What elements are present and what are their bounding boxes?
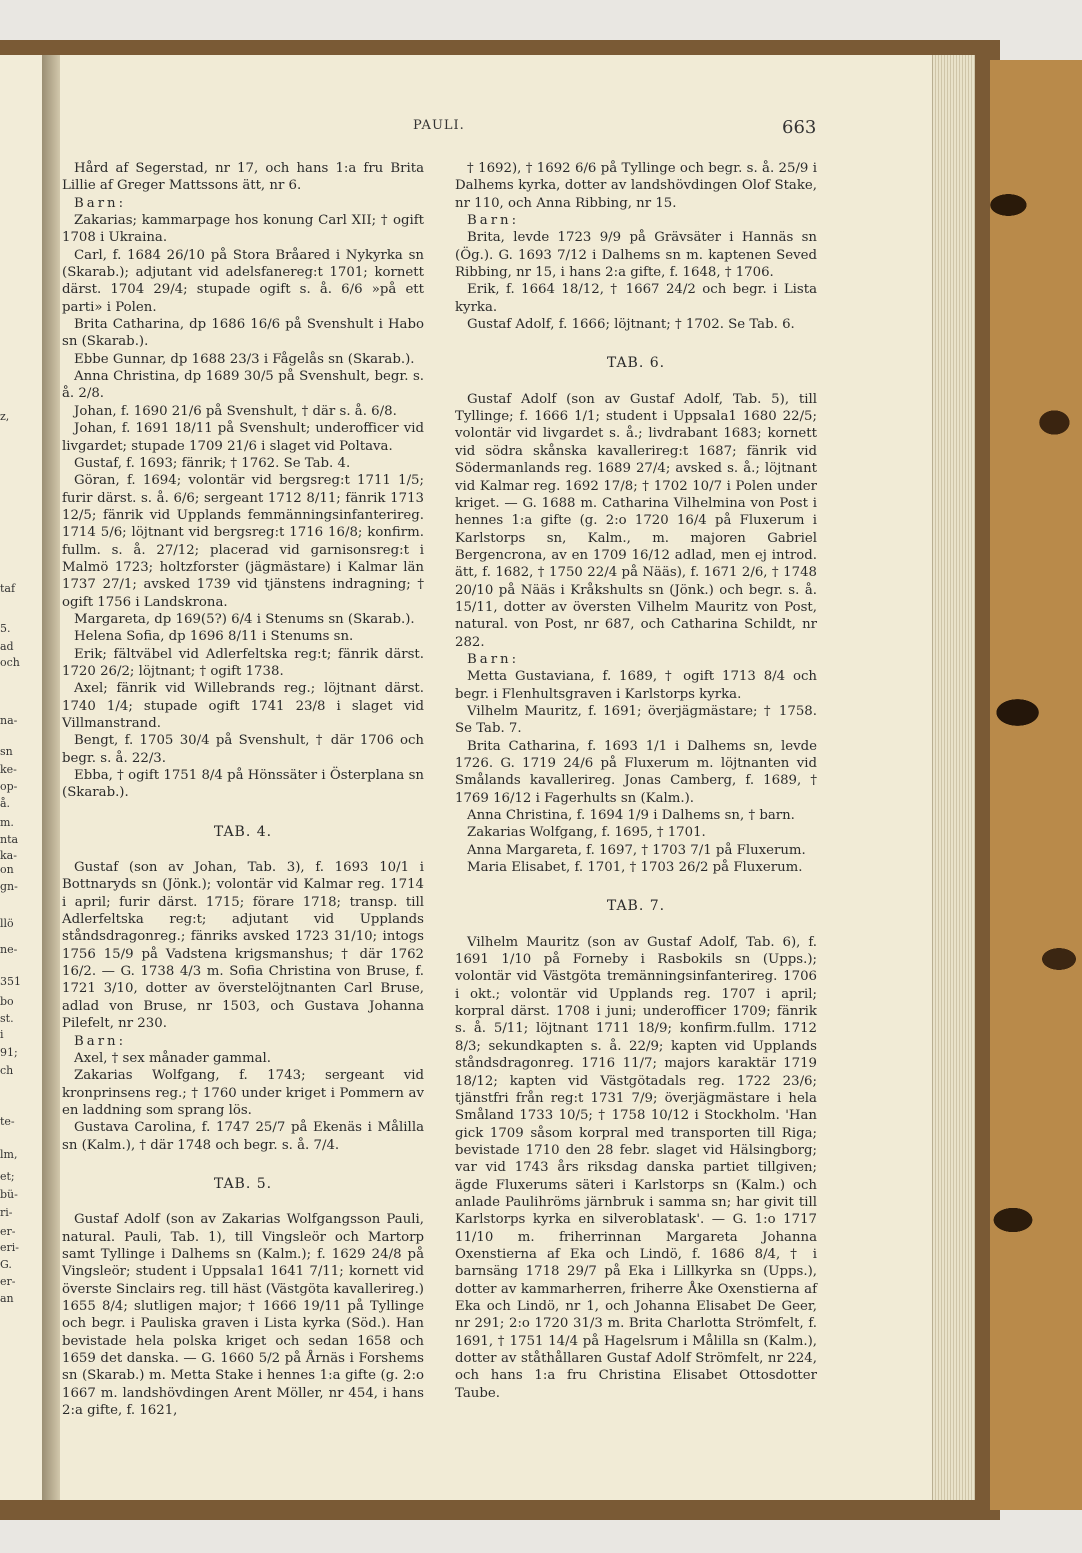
entry-paragraph: Metta Gustaviana, f. 1689, † ogift 1713 8/4 och begr. i Flenhultsgraven i Karlstorps kyrka. (455, 669, 817, 702)
margin-fragment: 351 (0, 975, 21, 988)
table-heading: TAB. 4. (213, 823, 273, 840)
entry-paragraph: Anna Christina, dp 1689 30/5 på Svenshult, begr. s. å. 2/8. (62, 369, 424, 402)
entry-paragraph: Vilhelm Mauritz, f. 1691; överjägmästare; † 1758. Se Tab. 7. (455, 703, 817, 737)
entry-paragraph: Brita Catharina, f. 1693 1/1 i Dalhems sn, levde 1726. G. 1719 24/6 på Fluxerum m. löjtnanten vid Smålands kavallerireg. Jonas Camberg, f. 1689, † 1769 16/12 i Fagerhults sn (Kalm.). (455, 738, 817, 806)
entry-paragraph: Anna Christina, f. 1694 1/9 i Dalhems sn, † barn. (467, 808, 795, 824)
entry-paragraph: Gustaf Adolf (son av Zakarias Wolfgangsson Pauli, natural. Pauli, Tab. 1), till Vingsleör och Martorp samt Tyllinge i Dalhems sn (Kalm.); f. 1629 24/8 på Vingsleör; student i Uppsala1 1641 7/11; kornett vid överste Sinclairs reg. till häst (Västgöta kavallerireg.) 1655 8/4; slutligen major; † 1666 19/11 på Tyllinge och begr. i Pauliska graven i Lista kyrka (Söd.). Han bevistade hela polska kriget och sedan 1658 och 1659 det danska. — G. 1660 5/2 på Årnäs i Forshems sn (Skarab.) m. Metta Stake i hennes 1:a gifte (g. 2:o 1667 m. landshövdingen Arent Möller, nr 454, i hans 2:a gifte, f. 1621, (62, 1212, 424, 1419)
margin-fragment: et; (0, 1170, 15, 1183)
running-head: PAULI. (413, 118, 465, 133)
margin-fragment: 91; (0, 1046, 18, 1059)
margin-fragment: er- (0, 1225, 16, 1238)
margin-fragment: bü- (0, 1188, 18, 1201)
margin-fragment: eri- (0, 1241, 20, 1254)
entry-paragraph: Gustaf Adolf, f. 1666; löjtnant; † 1702. Se Tab. 6. (467, 317, 795, 333)
margin-fragment: an (0, 1292, 14, 1305)
entry-paragraph: Zakarias Wolfgang, f. 1743; sergeant vid kronprinsens reg.; † 1760 under kriget i Pommern av en laddning som sprang lös. (62, 1068, 424, 1118)
page-number: 663 (782, 117, 817, 138)
entry-paragraph: Gustaf (son av Johan, Tab. 3), f. 1693 10/1 i Bottnaryds sn (Jönk.); volontär vid Kalmar reg. 1714 i april; furir därst. 1715; förare 1718; transp. till Adlerfeltska reg:t; adjutant vid Upplands ståndsdragonreg.; fänriks avsked 1723 31/10; intogs 1756 15/9 på Vadstena krigsmanshus; † där 1762 16/2. — G. 1738 4/3 m. Sofia Christina von Bruse, f. 1721 3/10, dotter av överstelöjtnanten Carl Bruse, adlad von Bruse, nr 1503, och Gustava Johanna Pilefelt, nr 230. (62, 860, 424, 1032)
margin-fragment: ne- (0, 943, 18, 956)
entry-paragraph: Carl, f. 1684 26/10 på Stora Bråared i Nykyrka sn (Skarab.); adjutant vid adelsfanereg:t 1701; kornett därst. 1704 29/4; stupade ogift s. å. 6/6 »på ett parti» i Polen. (62, 247, 424, 315)
left-page-fragment (0, 55, 43, 1500)
margin-fragment: ka- (0, 849, 17, 862)
marbled-cover-edge (990, 60, 1082, 1510)
entry-paragraph: Margareta, dp 169(5?) 6/4 i Stenums sn (Skarab.). (74, 611, 415, 627)
entry-paragraph: Bengt, f. 1705 30/4 på Svenshult, † där 1706 och begr. s. å. 22/3. (62, 733, 424, 766)
margin-fragment: st. (0, 1012, 14, 1025)
entry-paragraph: Axel, † sex månader gammal. (74, 1050, 272, 1066)
entry-paragraph: Zakarias Wolfgang, f. 1695, † 1701. (467, 825, 706, 841)
margin-fragment: gn- (0, 880, 18, 893)
page-edges (932, 55, 975, 1500)
entry-paragraph: Vilhelm Mauritz (son av Gustaf Adolf, Tab. 6), f. 1691 1/10 på Forneby i Rasbokils sn (Upps.); volontär vid Västgöta tremänningsinfanterireg. 1706 i okt.; volontär vid Upplands reg. 1707 i april; korpral därst. 1708 i juni; underofficer 1709; fänrik s. å. 5/11; löjtnant 1711 18/9; konfirm.fullm. 1712 8/3; sekundkapten s. å. 22/9; kapten vid Upplands ståndsdragonreg. 1716 11/7; majors karaktär 1719 18/12; kapten vid Västgötadals reg. 1722 23/6; tjänstfri från reg:t 1731 7/9; överjägmästare i hela Småland 1733 10/5; † 1758 10/12 i Stockholm. 'Han gick 1709 såsom korpral med transporten till Riga; bevistade 1710 den 28 febr. slaget vid Hälsingborg; var vid 1743 års riksdag danska partiet tillgiven; ägde Fluxerums säteri i Karlstorps sn (Kalm.) och anlade Paulihröms järnbruk i samma sn; har givit till Karlstorps kyrka en silveroblatask'. — G. 1:o 1717 11/10 m. friherrinnan Margareta Johanna Oxenstierna af Eka och Lindö, f. 1686 8/4, † i barnsäng 1718 29/7 på Eka i Lillkyrka sn (Upps.), dotter av kammarherren, friherre Åke Oxenstierna af Eka och Lindö, nr 1, och Johanna Elisabet De Geer, nr 291; 2:o 1720 31/3 m. Brita Charlotta Strömfelt, f. 1691, † 1751 14/4 på Hagelsrum i Målilla sn (Kalm.), dotter av ståthållaren Gustaf Adolf Strömfelt, nr 224, och hans 1:a fru Christina Elisabet Ottosdotter Taube. (455, 934, 817, 1401)
entry-paragraph: Anna Margareta, f. 1697, † 1703 7/1 på Fluxerum. (467, 842, 806, 858)
entry-paragraph: Axel; fänrik vid Willebrands reg.; löjtnant därst. 1740 1/4; stupade ogift 1741 23/8 i slaget vid Villmanstrand. (62, 681, 424, 731)
table-heading: TAB. 7. (606, 898, 666, 915)
margin-fragment: å. (0, 797, 11, 810)
margin-fragment: on (0, 863, 14, 876)
entry-paragraph: Zakarias; kammarpage hos konung Carl XII; † ogift 1708 i Ukraina. (62, 213, 424, 246)
entry-paragraph: Gustaf, f. 1693; fänrik; † 1762. Se Tab. 4. (74, 455, 351, 471)
margin-fragment: ke- (0, 763, 17, 776)
right-column (455, 160, 817, 1402)
entry-paragraph: Hård af Segerstad, nr 17, och hans 1:a fru Brita Lillie af Greger Mattssons ätt, nr 6. (62, 161, 424, 194)
entry-paragraph: † 1692), † 1692 6/6 på Tyllinge och begr. s. å. 25/9 i Dalhems kyrka, dotter av landshövdingen Olof Stake, nr 110, och Anna Ribbing, nr 15. (455, 161, 817, 211)
margin-fragment: na- (0, 714, 18, 727)
children-heading: Barn: (74, 1033, 127, 1049)
entry-paragraph: Ebba, † ogift 1751 8/4 på Hönssäter i Österplana sn (Skarab.). (62, 768, 424, 801)
entry-paragraph: Gustava Carolina, f. 1747 25/7 på Ekenäs i Målilla sn (Kalm.), † där 1748 och begr. s. å. 7/4. (62, 1120, 424, 1153)
margin-fragment: ri- (0, 1206, 13, 1219)
margin-fragment: er- (0, 1275, 16, 1288)
margin-fragment: llö (0, 917, 14, 930)
margin-fragment: taf (0, 582, 16, 595)
entry-paragraph: Johan, f. 1691 18/11 på Svenshult; underofficer vid livgardet; stupade 1709 21/6 i slaget vid Poltava. (62, 421, 424, 454)
entry-paragraph: Erik; fältväbel vid Adlerfeltska reg:t; fänrik därst. 1720 26/2; löjtnant; † ogift 1738. (62, 646, 424, 679)
page-gutter (42, 55, 62, 1500)
entry-paragraph: Helena Sofia, dp 1696 8/11 i Stenums sn. (74, 629, 354, 645)
margin-fragment: lm, (0, 1148, 18, 1161)
margin-fragment: z, (0, 410, 10, 423)
entry-paragraph: Brita, levde 1723 9/9 på Grävsäter i Hannäs sn (Ög.). G. 1693 7/12 i Dalhems sn m. kaptenen Seved Ribbing, nr 15, i hans 2:a gifte, f. 1648, † 1706. (455, 230, 817, 281)
entry-paragraph: Gustaf Adolf (son av Gustaf Adolf, Tab. 5), till Tyllinge; f. 1666 1/1; student i Uppsala1 1680 22/5; volontär vid livgardet s. å.; livdrabant 1683; kornett vid södra skånska kavallerireg:t 1687; fänrik vid Södermanlands reg. 1689 27/4; avsked s. å.; löjtnant vid Kalmar reg. 1692 17/8; † 1702 10/7 i Polen under kriget. — G. 1688 m. Catharina Vilhelmina von Post i hennes 1:a gifte (g. 2:o 1720 16/4 på Fluxerum i Karlstorps sn, Kalm., m. majoren Gabriel Bergencrona, av en 1709 16/12 adlad, men ej introd. ätt, f. 1682, † 1750 22/4 på Nääs), f. 1671 2/6, † 1748 20/10 på Nääs i Kråkshults sn (Jönk.) och begr. s. å. 15/11, dotter av översten Vilhelm Mauritz von Post, natural. von Post, nr 687, och Catharina Schildt, nr 282. (455, 391, 817, 650)
margin-fragment: i (0, 1028, 4, 1041)
margin-fragment: sn (0, 745, 13, 758)
margin-fragment: te- (0, 1115, 15, 1128)
children-heading: Barn: (74, 195, 127, 211)
entry-paragraph: Göran, f. 1694; volontär vid bergsreg:t 1711 1/5; furir därst. s. å. 6/6; sergeant 1712 8/11; fänrik 1713 12/5; fänrik vid Upplands femmänningsinfanterireg. 1714 5/6; löjtnant vid bergsreg:t 1716 16/8; konfirm. fullm. s. å. 27/12; placerad vid garnisonsreg:t i Malmö 1723; holtzforster (jägmästare) i Kalmar län 1737 27/1; avsked 1739 vid tjänstens indragning; † ogift 1756 i Landskrona. (62, 473, 424, 610)
margin-fragment: G. (0, 1258, 12, 1271)
margin-fragment: bo (0, 995, 14, 1008)
margin-fragment: 5. (0, 622, 11, 635)
margin-fragment: m. (0, 816, 14, 829)
margin-fragment: nta (0, 833, 19, 846)
margin-fragment: och (0, 656, 20, 669)
margin-fragment: op- (0, 780, 18, 793)
margin-fragment: ch (0, 1064, 14, 1077)
children-heading: Barn: (467, 651, 520, 667)
margin-fragment: ad (0, 640, 14, 653)
entry-paragraph: Brita Catharina, dp 1686 16/6 på Svenshult i Habo sn (Skarab.). (62, 317, 424, 350)
entry-paragraph: Erik, f. 1664 18/12, † 1667 24/2 och begr. i Lista kyrka. (455, 282, 817, 315)
entry-paragraph: Johan, f. 1690 21/6 på Svenshult, † där s. å. 6/8. (74, 403, 397, 419)
children-heading: Barn: (467, 213, 520, 229)
entry-paragraph: Ebbe Gunnar, dp 1688 23/3 i Fågelås sn (Skarab.). (74, 351, 415, 367)
left-column (62, 160, 424, 1419)
entry-paragraph: Maria Elisabet, f. 1701, † 1703 26/2 på Fluxerum. (467, 860, 803, 876)
table-heading: TAB. 5. (213, 1175, 273, 1192)
table-heading: TAB. 6. (606, 355, 666, 372)
